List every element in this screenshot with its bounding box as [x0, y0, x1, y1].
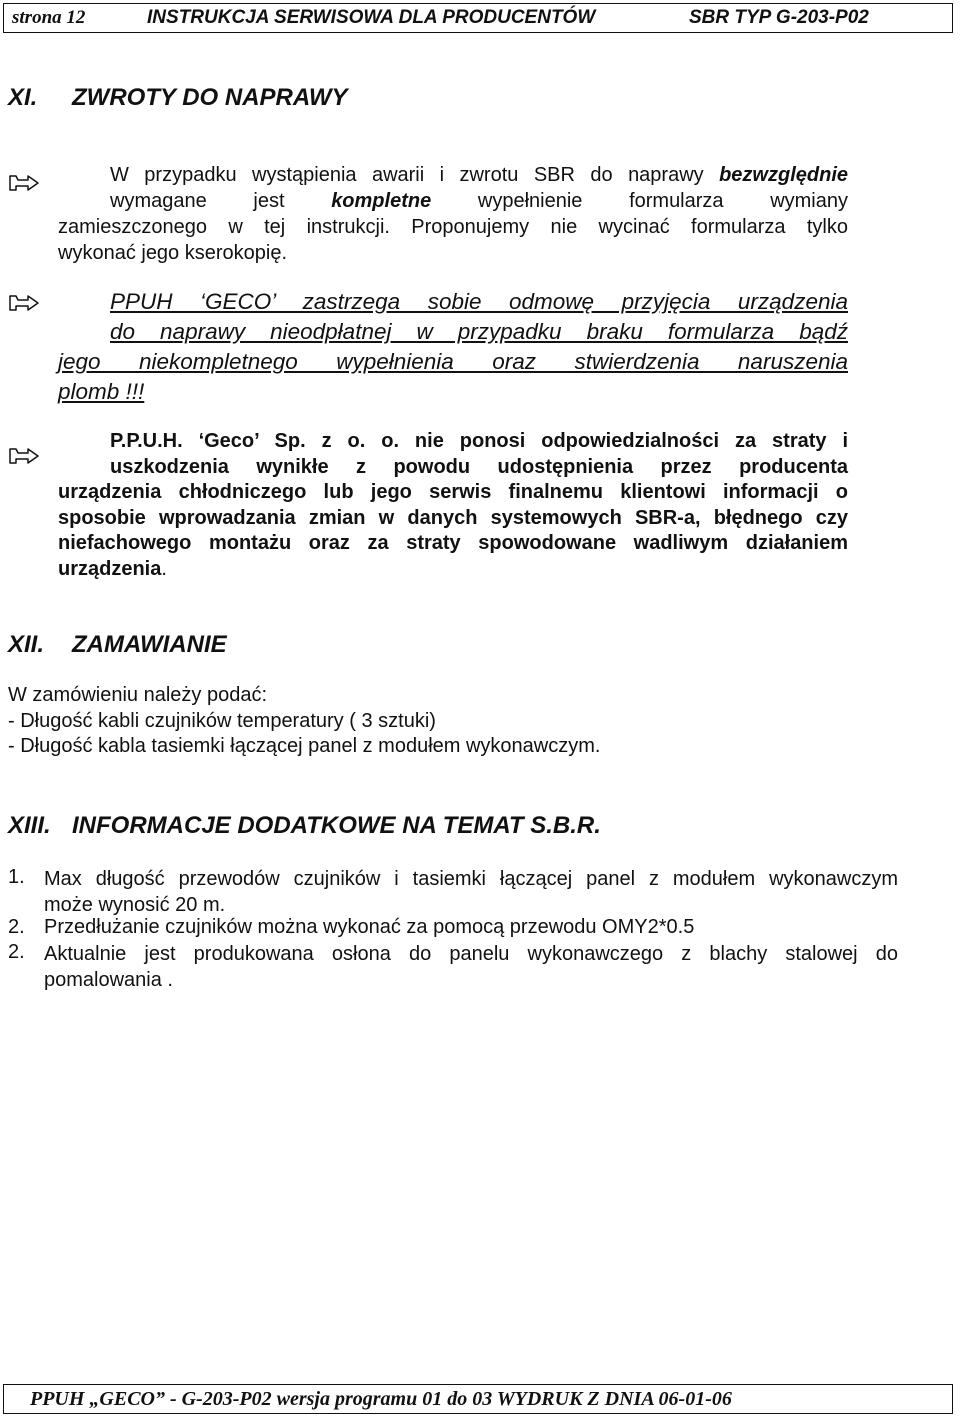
para2-line2: do naprawy nieodpłatnej w przypadku braku formularza bądź	[110, 319, 848, 344]
info-item-1	[44, 866, 898, 918]
section-xi-number: XI.	[8, 84, 38, 111]
para2-line4: plomb !!!	[58, 379, 145, 404]
info-item-3-number: 2.	[8, 941, 25, 963]
hand-pointing-right-icon	[8, 172, 40, 194]
info-item-3-line1: Aktualnie jest produkowana osłona do panelu wykonawczego z blachy stalowej do	[44, 943, 898, 965]
info-item-2-number: 2.	[8, 916, 25, 938]
para1-line1: W przypadku wystąpienia awarii i zwrotu SBR do naprawy bezwzględnie	[110, 164, 848, 186]
para1-line2: wymagane jest kompletne wypełnienie formularza wymiany	[110, 190, 848, 212]
paragraph-liability	[58, 429, 848, 582]
hand-pointing-right-icon	[8, 292, 40, 314]
para3-line5: niefachowego montażu oraz za straty spowodowane wadliwym działaniem	[58, 532, 848, 554]
info-item-3-line2: pomalowania .	[44, 969, 173, 991]
info-item-2: Przedłużanie czujników można wykonać za pomocą przewodu OMY2*0.5	[44, 916, 695, 938]
order-item-1: - Długość kabli czujników temperatury ( 3 sztuki)	[8, 710, 436, 732]
info-item-3	[44, 941, 898, 993]
model-label: SBR TYP G-203-P02	[689, 7, 869, 28]
section-xiii-number: XIII.	[8, 812, 51, 839]
page-footer: PPUH „GECO” - G-203-P02 wersja programu 01 do 03 WYDRUK Z DNIA 06-01-06	[3, 1384, 953, 1414]
page-number: strona 12	[12, 7, 86, 28]
order-item-2: - Długość kabla tasiemki łączącej panel z modułem wykonawczym.	[8, 735, 601, 757]
info-item-1-number: 1.	[8, 866, 25, 888]
para1-line3: zamieszczonego w tej instrukcji. Proponujemy nie wycinać formularza tylko	[58, 216, 848, 238]
para3-line6: urządzenia.	[58, 557, 167, 580]
para3-line3: urządzenia chłodniczego lub jego serwis finalnemu klientowi informacji o	[58, 481, 848, 503]
section-xii-title: ZAMAWIANIE	[72, 631, 227, 658]
para2-line3: jego niekompletnego wypełnienia oraz stwierdzenia naruszenia	[58, 349, 848, 374]
hand-pointing-right-icon	[8, 445, 40, 467]
para3-line2: uszkodzenia wynikłe z powodu udostępnienia przez producenta	[110, 455, 848, 478]
paragraph-geco-refusal	[58, 287, 848, 407]
para3-line4: sposobie wprowadzania zmian w danych systemowych SBR-a, błędnego czy	[58, 506, 848, 529]
para2-line1: PPUH ‘GECO’ zastrzega sobie odmowę przyjęcia urządzenia	[110, 289, 848, 314]
document-title: INSTRUKCJA SERWISOWA DLA PRODUCENTÓW	[147, 7, 596, 28]
page-header	[3, 3, 953, 33]
section-xii-number: XII.	[8, 631, 45, 658]
section-xi-title: ZWROTY DO NAPRAWY	[72, 84, 348, 111]
info-item-1-line2: może wynosić 20 m.	[44, 894, 226, 916]
para3-line1: P.P.U.H. ‘Geco’ Sp. z o. o. nie ponosi odpowiedzialności za straty i	[110, 430, 848, 452]
order-intro: W zamówieniu należy podać:	[8, 684, 268, 706]
para1-line4: wykonać jego kserokopię.	[58, 242, 288, 264]
paragraph-return-form	[58, 162, 848, 266]
section-xiii-title: INFORMACJE DODATKOWE NA TEMAT S.B.R.	[72, 812, 601, 839]
info-item-1-line1: Max długość przewodów czujników i tasiemki łączącej panel z modułem wykonawczym	[44, 868, 898, 890]
